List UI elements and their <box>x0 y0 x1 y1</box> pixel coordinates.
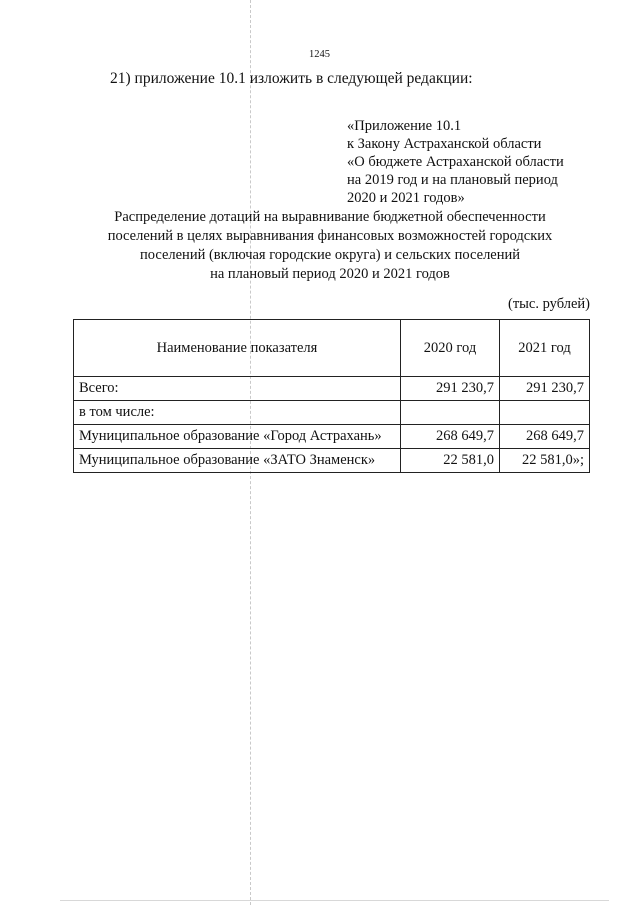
appendix-header-line: 2020 и 2021 годов» <box>347 190 465 206</box>
row-name: Муниципальное образование «ЗАТО Знаменск» <box>74 449 401 473</box>
title-line: поселений (включая городские округа) и сельских поселений <box>139 247 521 263</box>
table-header-row <box>74 320 590 377</box>
title-line: Распределение дотаций на выравнивание бюджетной обеспеченности <box>114 209 546 225</box>
scan-bottom-edge <box>60 900 609 901</box>
row-name: в том числе: <box>74 401 401 425</box>
appendix-header-line: на 2019 год и на плановый период <box>347 172 558 188</box>
header-2021: 2021 год <box>500 320 590 377</box>
row-value-2021: 22 581,0»; <box>500 449 590 473</box>
table-row <box>74 377 590 401</box>
appendix-header <box>347 117 564 207</box>
title-line: на плановый период 2020 и 2021 годов <box>210 266 450 282</box>
units-label: (тыс. рублей) <box>508 296 590 312</box>
row-value-2020: 268 649,7 <box>401 425 500 449</box>
page-number: 1245 <box>309 49 330 60</box>
row-value-2021: 268 649,7 <box>500 425 590 449</box>
appendix-header-line: «О бюджете Астраханской области <box>347 154 564 170</box>
row-value-2021: 291 230,7 <box>500 377 590 401</box>
row-value-2020 <box>401 401 500 425</box>
row-value-2021 <box>500 401 590 425</box>
appendix-header-line: «Приложение 10.1 <box>347 118 462 134</box>
row-name: Всего: <box>74 377 401 401</box>
header-indicator-name: Наименование показателя <box>74 320 401 377</box>
appendix-header-line: к Закону Астраханской области <box>347 136 542 152</box>
table-row <box>74 401 590 425</box>
row-value-2020: 291 230,7 <box>401 377 500 401</box>
title-line: поселений в целях выравнивания финансовых возможностей городских <box>107 228 553 244</box>
row-name: Муниципальное образование «Город Астрахань» <box>74 425 401 449</box>
document-title <box>60 208 600 284</box>
subsidy-table <box>73 319 590 473</box>
header-2020: 2020 год <box>401 320 500 377</box>
table-row <box>74 449 590 473</box>
table-row <box>74 425 590 449</box>
row-value-2020: 22 581,0 <box>401 449 500 473</box>
amendment-item: 21) приложение 10.1 изложить в следующей редакции: <box>110 70 473 87</box>
